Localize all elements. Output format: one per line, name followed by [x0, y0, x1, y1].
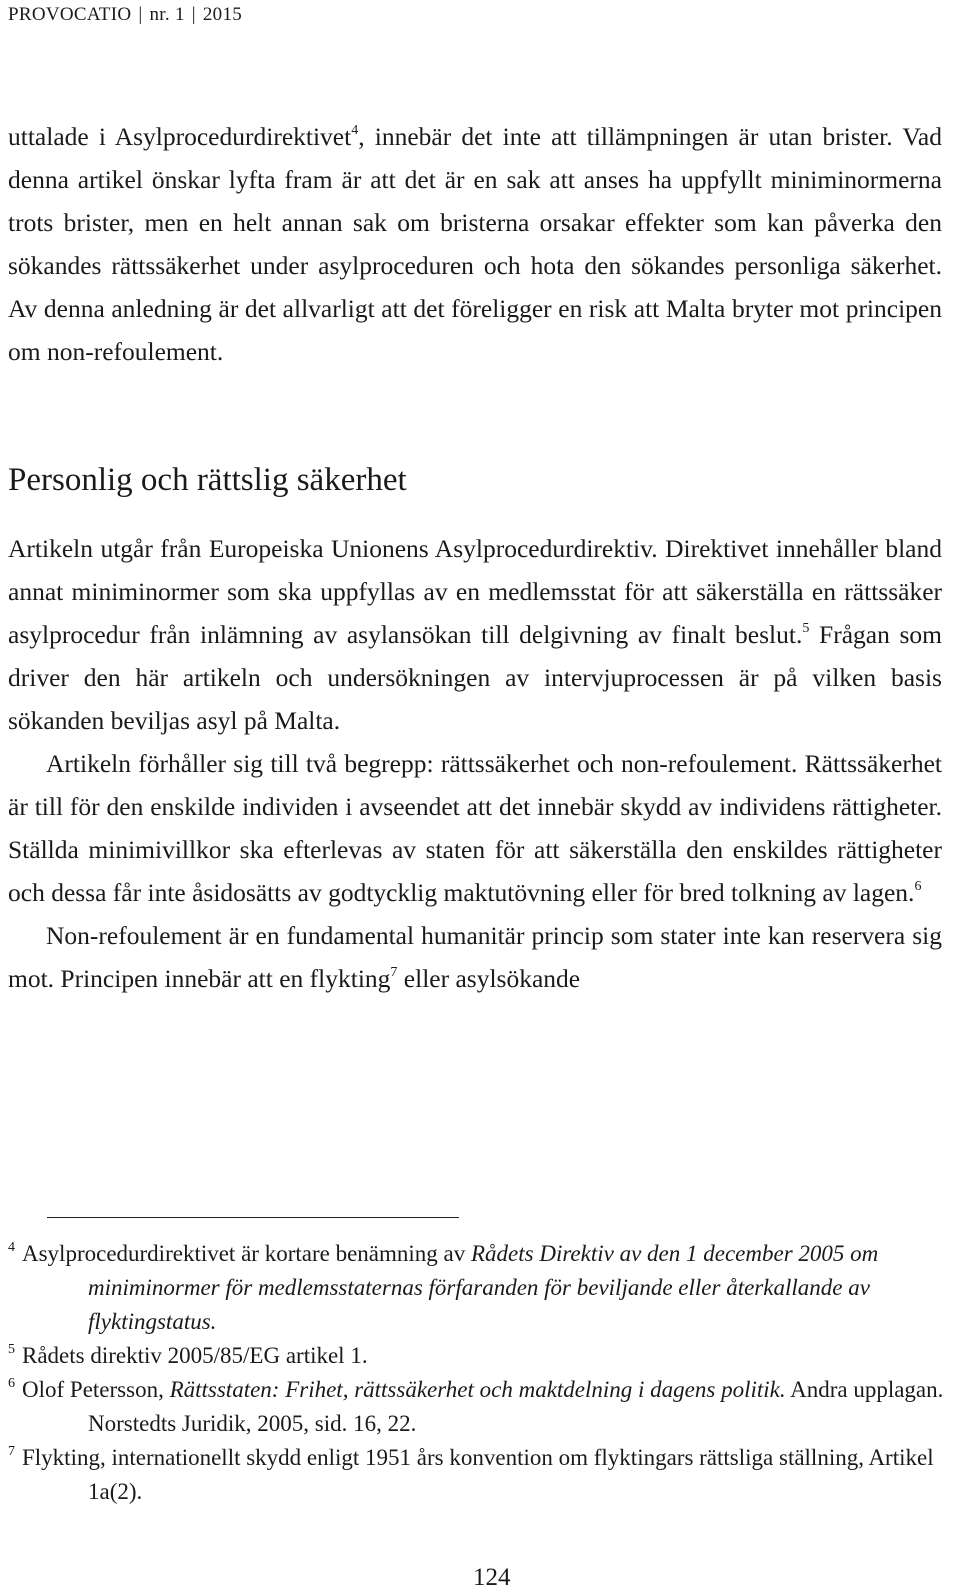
issue-number: nr. 1: [149, 4, 185, 25]
paragraph-article-basis: [8, 527, 942, 742]
footnotes: [8, 1237, 948, 1509]
paragraph-text: Frågan som driver den här artikeln och undersökningen av intervjuprocessen är på vilken basis sökanden beviljas asyl på Malta.: [8, 620, 942, 735]
footnote-number: 5: [8, 1342, 15, 1357]
footnote-citation-title: Rättsstaten: Frihet, rättssäkerhet och maktdelning i dagens politik.: [169, 1377, 786, 1402]
paragraph-text: , innebär det inte att tillämpningen är utan brister. Vad denna artikel önskar lyfta fram är att det är en sak att anses ha uppfyllt miniminormerna trots brister, men en helt annan sak om bristerna orsakar effekter som kan påverka den sökandes rättssäkerhet under asylproceduren och hota den sökandes personliga säkerhet. Av denna anledning är det allvarligt att det föreligger en risk att Malta bryter mot principen om non-refoulement.: [8, 122, 942, 366]
footnote-reference[interactable]: 4: [351, 123, 359, 138]
paragraph-text: Artikeln förhåller sig till två begrepp: rättssäkerhet och non-refoulement. Rättssäkerhet är till för den enskilde individen i avseendet att det innebär skydd av individens rättigheter. Ställda minimivillkor ska efterlevas av staten för att säkerställa den enskildes rättigheter och dessa får inte åsidosätts av godtycklig maktutövning eller för bred tolkning av lagen.: [8, 749, 942, 907]
footnote-5: [8, 1339, 948, 1373]
footnote-number: 4: [8, 1240, 15, 1255]
footnote-text: Flykting, internationellt skydd enligt 1951 års konvention om flyktingars rättsliga ställning, Artikel 1a(2).: [22, 1445, 934, 1504]
footnote-7: [8, 1441, 948, 1509]
paragraph-text: Artikeln utgår från Europeiska Unionens Asylprocedurdirektiv. Direktivet innehåller bland annat miniminormer som ska uppfyllas av en medlemsstat för att säkerställa en rättssäker asylprocedur från inlämning av asylansökan till delgivning av finalt beslut.: [8, 534, 942, 649]
footnote-text: Rådets direktiv 2005/85/EG artikel 1.: [22, 1343, 368, 1368]
running-header: [8, 2, 242, 28]
footnote-text: Olof Petersson,: [22, 1377, 170, 1402]
issue-year: 2015: [202, 4, 243, 25]
paragraph-intro: [8, 115, 942, 373]
page-number: 124: [473, 1564, 511, 1591]
paragraph-text: uttalade i Asylprocedurdirektivet: [8, 122, 352, 151]
journal-name: PROVOCATIO: [8, 4, 132, 25]
footnote-4: [8, 1237, 948, 1339]
paragraph-non-refoulement: [8, 914, 942, 1000]
footnote-text: Asylprocedurdirektivet är kortare benämning av: [22, 1241, 471, 1266]
header-separator: |: [138, 4, 143, 25]
footnote-number: 6: [8, 1376, 15, 1391]
paragraph-text: eller asylsökande: [397, 964, 581, 993]
footnote-reference[interactable]: 7: [390, 965, 398, 980]
footnote-divider: [47, 1217, 459, 1218]
footnote-text: Andra upplagan. Norstedts Juridik, 2005, sid. 16, 22.: [88, 1377, 944, 1436]
paragraph-concepts: [8, 742, 942, 914]
footnote-reference[interactable]: 5: [802, 621, 810, 636]
footnote-reference[interactable]: 6: [914, 879, 922, 894]
footnote-citation-title: Rådets Direktiv av den 1 december 2005 om miniminormer för medlemsstaternas förfaranden för beviljande eller återkallande av flyktingstatus.: [88, 1241, 879, 1334]
footnote-6: [8, 1373, 948, 1441]
footnote-number: 7: [8, 1444, 15, 1459]
section-heading: Personlig och rättslig säkerhet: [8, 462, 407, 498]
header-separator: |: [191, 4, 196, 25]
section-body: [8, 527, 942, 1000]
paragraph-text: Non-refoulement är en fundamental humanitär princip som stater inte kan reservera sig mot. Principen innebär att en flykting: [8, 921, 942, 993]
